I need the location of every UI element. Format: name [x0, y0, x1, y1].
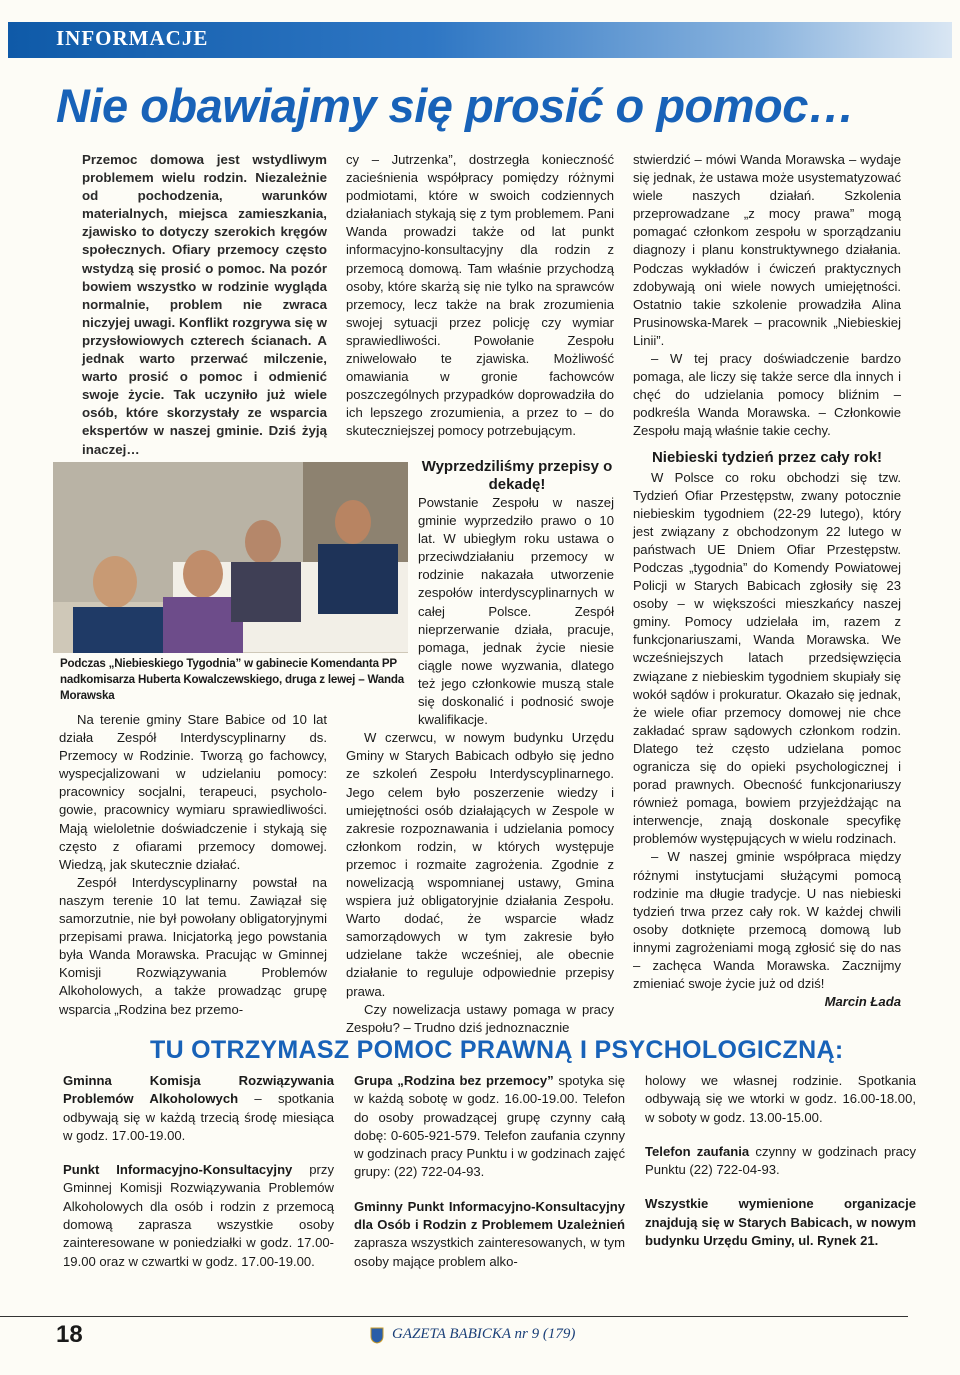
help-entry-text: przy Gminnej Komisji Rozwiązywania Problemów Alkoholowych dla osób i rodzin z przemocą domową zaprasza wszystkie osoby zainteresowane w poniedziałki w godz. 17.00-19.00 oraz w czwartki w godz. 17.00-19.00.	[63, 1162, 334, 1269]
help-entry	[354, 1072, 625, 1182]
article-title: Nie obawiajmy się prosić o pomoc…	[56, 79, 855, 132]
paragraph: Zespół Interdyscyplinarny powstał na naszym terenie 10 lat temu. Zawiązał się samorzutnie, nie był powołany obligatoryjnymi przepisami prawa. Inicjatorką jego powstania była Wanda Morawska. Pracując w Gminnej Komisji Rozwiązywania Problemów Alkoholowych, a także prowadząc grupę wsparcia „Rodzina bez przemo-	[59, 874, 327, 1017]
paragraph: Powstanie Zespołu w naszej gminie wyprzedziło prawo o 10 lat. W ubiegłym roku ustawa o przeciwdziałaniu przemocy w rodzinie nakazała utworzenie zespołów interdyscyplinarnych w całej Polsce. Zespół nieprzerwanie działa, pracuje, pomaga, jednak życie niesie ciągle nowe wyzwania, dlatego też jego członkowie muszą stale się doskonalić i podnosić swoje kwalifikacje.	[418, 495, 614, 728]
help-entry-name: Gminna Komisja Rozwiązywania Problemów Alkoholowych	[63, 1073, 334, 1107]
help-entry-name: Telefon zaufania	[645, 1143, 750, 1159]
column-2-mid	[420, 458, 614, 496]
paragraph: – W naszej gminie współpraca między różnymi instytucjami służącymi pomocą rodzinie ma długie tradycje. U nas niebieski tydzień trwa przez cały rok. W każdej chwili osoby dotknięte przemocą domową lub innymi zagrożeniami mogą zgłosić się do nas – zachęca Wanda Morawska. Zacznijmy zmieniać swoje życie już od dziś!	[633, 849, 901, 992]
subheading: Wyprzedziliśmy przepisy o dekadę!	[421, 458, 613, 493]
help-entry	[63, 1072, 334, 1145]
help-entry	[354, 1198, 625, 1271]
footer-rule	[0, 1316, 908, 1317]
help-entry-text: – spotkania odbywają się w każdą trzecią środę miesiąca w godz. 17.00-19.00.	[63, 1091, 335, 1143]
help-entry-name: Grupa „Rodzina bez przemocy”	[354, 1073, 554, 1088]
paragraph: – W tej pracy doświadczenie bardzo pomaga, ale liczy się także serce dla innych i chęć do udzielania pomocy bliźnim – podkreśla Wanda Morawska. – Członkowie Zespołu mają właśnie takie cechy.	[633, 351, 901, 439]
paragraph: W Polsce co roku obchodzi się tzw. Tydzień Ofiar Przestępstw, zwany potocznie niebieskim tygodniem (22-29 lutego), który jest związany z obchodzonym 22 lutego w państwach UE Dniem Ofiar Przestępstw. Podczas „tygodnia” do Komendy Powiatowej Policji w Starych Babicach zgłosiły się 23 osoby – w większości mieszkańcy naszej gminy. Pomocy udzielała im, razem z funkcjonariuszami, Wanda Morawska. We wcześniejszych latach przedsięwzięcia związane z niebieskim tygodniem skupiały się wokół sądów i prokuratur. Okazało się jednak, że wiele ofiar przemocy domowej nie chce zakładać spraw sądowych członkom rodzin. Dlatego też często udzielana pomoc ogranicza się do opieki psychologicznej i porad prawnych. Obecność funkcjonariuszy również pomaga, bowiem przyjeżdżając na interwencje, znają doskonale specyfikę problemów występujących w wielu rodzinach.	[633, 469, 901, 847]
help-entry-name: Wszystkie wymienione organizacje znajdują się w Starych Babicach, w nowym budynku Urzędu Gminy, ul. Rynek 21.	[645, 1196, 916, 1249]
help-column-3	[645, 1072, 916, 1266]
help-entry-text: zaprasza wszystkich zainteresowanych, w tym osoby mające problem alko-	[354, 1235, 625, 1269]
column-3-body	[633, 151, 901, 1011]
help-entry	[63, 1161, 334, 1271]
subheading: Niebieski tydzień przez cały rok!	[651, 448, 883, 466]
photo-caption: Podczas „Niebieskiego Tygodnia” w gabinecie Komendanta PP nadkomisarza Huberta Kowalczewskiego, druga z lewej – Wanda Morawska	[60, 657, 405, 702]
help-entry	[645, 1195, 916, 1250]
help-entry	[645, 1143, 916, 1180]
help-entry-name: Gminny Punkt Informacyjno-Konsultacyjny dla Osób i Rodzin z Problemem Uzależnień	[354, 1198, 625, 1233]
paragraph: stwierdzić – mówi Wanda Morawska – wydaje się jednak, że ustawa może usystematyzować wiele naszych działań. Szkolenia przeprowadzane „z mocy prawa” mogą pomagać członkom zespołu w sporządzaniu diagnozy i planu konstruktywnego działania. Podczas wykładów i ćwiczeń praktycznych zdobywają oni wiele nowych umiejętności. Ostatnio takie szkolenie prowadziła Alina Prusinowska-Marek – pracownik „Niebieskiej Linii”.	[633, 152, 901, 348]
lead-column	[82, 151, 327, 459]
column-2-top	[346, 151, 614, 441]
crest-icon	[370, 1327, 384, 1344]
column-2-body	[346, 494, 614, 1037]
help-entry-name: Punkt Informacyjno-Konsultacyjny	[63, 1162, 293, 1178]
paragraph: cy – Jutrzenka”, dostrzegła konieczność zacieśnienia współpracy pomiędzy różnymi podmiotami, które w swoich codziennych działaniach stykają się z tym problemem. Pani Wanda prowadzi także od lat punkt informacyjno-konsultacyjny dla rodzin z przemocą domową. Tam właśnie przychodzą osoby, które skarżą się nie tylko na sprawców przemocy, lecz także na brak zrozumienia swojej sytuacji przez policję czy wymiar sprawiedliwości. Powołanie Zespołu zniwelowało te zjawiska. Możliwość omawiania w gronie fachowców poszczególnych przypadków doprowadziła do ich lepszego zrozumienia, a przez to – do skuteczniejszej pomocy potrzebującym.	[346, 152, 614, 439]
publication-name: GAZETA BABICKA nr 9 (179)	[392, 1326, 576, 1342]
author: Marcin Łada	[824, 994, 901, 1010]
paragraph: Na terenie gminy Stare Babice od 10 lat działa Zespół Interdyscyplinarny ds. Przemocy w Rodzinie. Tworzą go fachowcy, wyspecjalizowani w udzielaniu pomocy: pracownicy socjalni, terapeuci, psychologowie, pracownicy wymiaru sprawiedliwości. Mają wieloletnie doświadczenie i stykają się często z ofiarami przemocy domowej. Wiedzą, jak skutecznie działać.	[59, 712, 327, 872]
help-column-1	[63, 1072, 334, 1287]
section-label: INFORMACJE	[56, 26, 209, 50]
page-number: 18	[56, 1321, 83, 1348]
column-1-body	[59, 711, 327, 1019]
paragraph: W czerwcu, w nowym budynku Urzędu Gminy w Starych Babicach odbyło się jedno ze szkoleń Zespołu Interdyscyplinarnego. Jego celem było poszerzenie wiedzy i umiejętności osób działających w Zespole w zakresie rozpoznawania i udzielania pomocy członkom rodzin, w których występuje przemoc i rozmaite zagrożenia. Zgodnie z nowelizacją wspomnianej ustawy, Gmina wspiera już obligatoryjnie działania Zespołu. Warto dodać, że wsparcie władz samorządowych w tym zakresie było udzielane także wcześniej, ale obecnie działanie to reguluje odpowiednie przepisy prawa.	[346, 730, 614, 999]
help-entry-text: czynny w godzinach pracy Punktu (22) 722-04-93.	[645, 1143, 916, 1178]
lead-paragraph: Przemoc domowa jest wstydliwym problemem wielu rodzin. Niezależnie od pochodzenia, warunków materialnych, miejsca zamieszkania, zjawisko to dotyczy szerokich kręgów społecznych. Ofiary przemocy często wstydzą się prosić o pomoc. Na pozór bowiem wszystko w rodzinie wygląda normalnie, problem nie zwraca niczyjej uwagi. Konflikt rozgrywa się w przysłowiowych czterech ścianach. A jednak warto przerwać milczenie, warto prosić o pomoc i odmienić swoje życie. Tak uczyniło już wiele osób, które skorzystały ze wsparcia ekspertów w naszej gminie. Dziś żyją inaczej…	[82, 152, 327, 457]
paragraph: Czy nowelizacja ustawy pomaga w pracy Zespołu? – Trudno dziś jednoznacznie	[346, 1001, 614, 1035]
help-title: TU OTRZYMASZ POMOC PRAWNĄ I PSYCHOLOGICZNĄ:	[150, 1036, 844, 1064]
help-entry: holowy we własnej rodzinie. Spotkania odbywają się we wtorki w godz. 16.00-18.00, w soboty w godz. 13.00-15.00.	[645, 1073, 916, 1125]
help-column-2	[354, 1072, 625, 1287]
help-entry-text: spotyka się w każdą sobotę w godz. 16.00-19.00. Telefon do osoby prowadzącej grupę czynny całą dobę: 0-605-921-579. Telefon zaufania czynny w godzinach pracy Punktu i w godzinach zajęć grupy: (22) 722-04-93.	[354, 1073, 625, 1180]
